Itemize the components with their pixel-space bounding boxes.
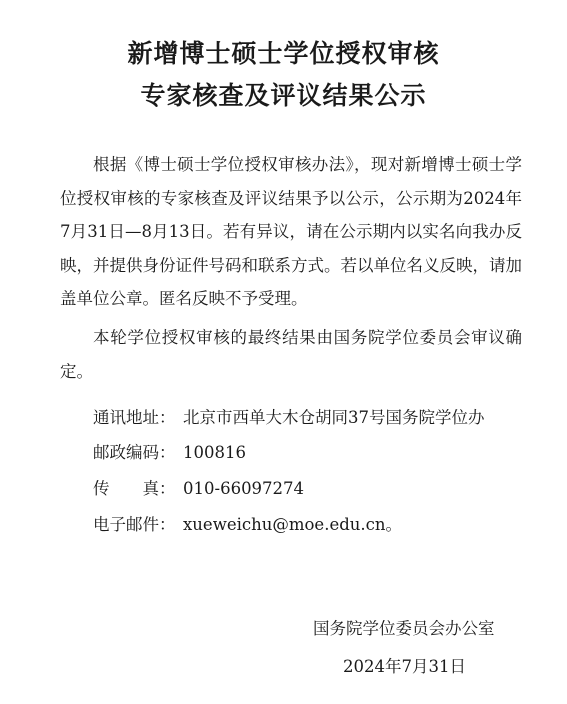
postcode-value: 100816 [183,443,246,462]
email-value: xueweichu@moe.edu.cn。 [183,515,403,534]
paragraph-final-result: 本轮学位授权审核的最终结果由国务院学位委员会审议确定。 [60,328,522,381]
issue-date: 2024年7月31日 [343,657,466,676]
contact-fax [93,477,304,501]
title-line-2: 专家核查及评议结果公示 [140,81,427,110]
paragraph-publicity: 根据《博士硕士学位授权审核办法》，现对新增博士硕士学位授权审核的专家核查及评议结果予以公示，公示期为2024年7月31日—8月13日。若有异议，请在公示期内以实名向我办反映，并提供身份证件号码和联系方式。若以单位名义反映，请加盖单位公章。匿名反映不予受理。 [60,155,522,308]
postcode-label: 邮政编码： [93,443,176,462]
fax-value: 010-66097274 [183,479,305,498]
contact-email [93,513,402,537]
address-value: 北京市西单大木仓胡同37号国务院学位办 [183,408,485,427]
issuing-office: 国务院学位委员会办公室 [313,619,495,638]
fax-label: 传 真： [93,479,176,498]
address-label: 通讯地址： [93,408,176,427]
contact-postcode [93,441,246,465]
contact-address [93,406,485,430]
title-line-1: 新增博士硕士学位授权审核 [127,39,440,68]
email-label: 电子邮件： [93,515,176,534]
